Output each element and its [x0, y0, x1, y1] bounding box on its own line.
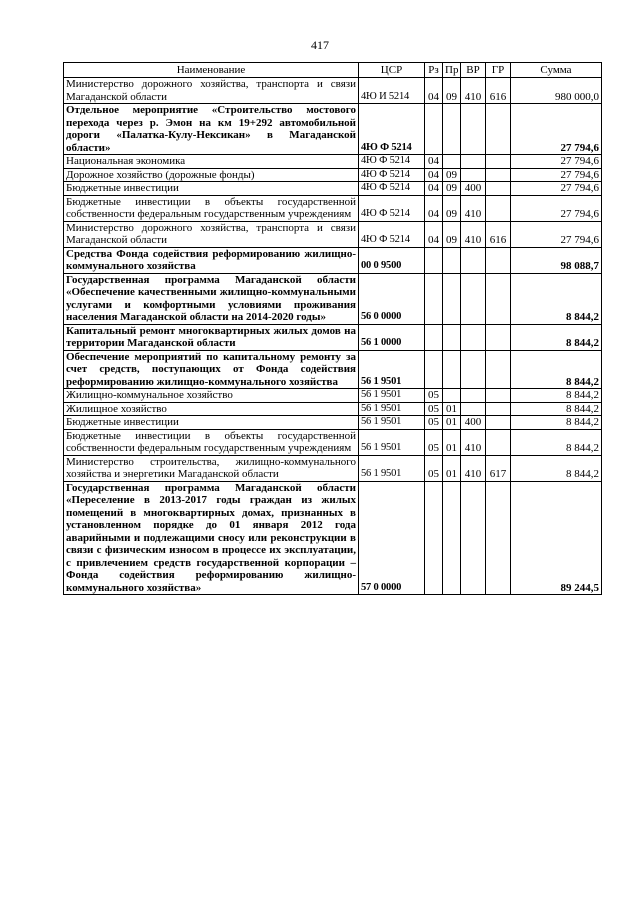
cell-gr [486, 155, 511, 169]
cell-sum: 89 244,5 [511, 481, 602, 595]
cell-gr [486, 350, 511, 389]
cell-csr: 56 1 9501 [359, 455, 425, 481]
cell-rz: 04 [425, 221, 443, 247]
cell-vr: 410 [461, 455, 486, 481]
cell-rz: 05 [425, 429, 443, 455]
cell-csr: 56 1 9501 [359, 416, 425, 430]
table-row [64, 455, 602, 481]
cell-csr: 4Ю Ф 5214 [359, 104, 425, 155]
cell-pr: 09 [443, 195, 461, 221]
cell-pr: 01 [443, 402, 461, 416]
cell-name: Отдельное мероприятие «Строительство мостового перехода через р. Эмон на км 19+292 автомобильной дороги «Палатка-Кулу-Нексикан» в Магаданской области» [64, 104, 359, 155]
cell-sum: 27 794,6 [511, 168, 602, 182]
cell-sum: 27 794,6 [511, 182, 602, 196]
table-row [64, 273, 602, 324]
cell-vr: 410 [461, 221, 486, 247]
cell-csr: 4Ю Ф 5214 [359, 155, 425, 169]
cell-gr [486, 273, 511, 324]
cell-rz: 05 [425, 402, 443, 416]
header-csr: ЦСР [359, 63, 425, 78]
cell-gr [486, 195, 511, 221]
table-row [64, 429, 602, 455]
cell-gr [486, 104, 511, 155]
cell-gr [486, 416, 511, 430]
table-row [64, 155, 602, 169]
cell-csr: 56 1 9501 [359, 402, 425, 416]
cell-vr: 410 [461, 78, 486, 104]
cell-name: Бюджетные инвестиции [64, 416, 359, 430]
table-row [64, 416, 602, 430]
cell-rz: 04 [425, 195, 443, 221]
cell-csr: 56 1 9501 [359, 429, 425, 455]
cell-pr [443, 273, 461, 324]
cell-rz: 05 [425, 389, 443, 403]
cell-sum: 27 794,6 [511, 221, 602, 247]
cell-csr: 57 0 0000 [359, 481, 425, 595]
cell-vr [461, 104, 486, 155]
cell-rz [425, 324, 443, 350]
cell-csr: 56 1 9501 [359, 350, 425, 389]
cell-rz: 04 [425, 78, 443, 104]
cell-name: Бюджетные инвестиции в объекты государственной собственности федеральным государственным учреждениям [64, 429, 359, 455]
cell-csr: 56 1 9501 [359, 389, 425, 403]
table-row [64, 324, 602, 350]
cell-sum: 980 000,0 [511, 78, 602, 104]
cell-rz [425, 481, 443, 595]
cell-pr [443, 324, 461, 350]
cell-sum: 8 844,2 [511, 402, 602, 416]
cell-sum: 27 794,6 [511, 195, 602, 221]
cell-name: Жилищное хозяйство [64, 402, 359, 416]
cell-gr: 616 [486, 78, 511, 104]
cell-rz [425, 104, 443, 155]
cell-csr: 4Ю И 5214 [359, 78, 425, 104]
header-gr: ГР [486, 63, 511, 78]
cell-rz: 05 [425, 455, 443, 481]
cell-name: Жилищно-коммунальное хозяйство [64, 389, 359, 403]
table-row [64, 221, 602, 247]
cell-rz [425, 273, 443, 324]
cell-pr [443, 389, 461, 403]
header-sum: Сумма [511, 63, 602, 78]
cell-gr [486, 429, 511, 455]
cell-sum: 8 844,2 [511, 350, 602, 389]
cell-sum: 8 844,2 [511, 273, 602, 324]
header-rz: Рз [425, 63, 443, 78]
cell-vr [461, 247, 486, 273]
budget-table [63, 62, 602, 595]
table-row [64, 78, 602, 104]
cell-name: Средства Фонда содействия реформированию жилищно-коммунального хозяйства [64, 247, 359, 273]
cell-name: Капитальный ремонт многоквартирных жилых домов на территории Магаданской области [64, 324, 359, 350]
cell-rz [425, 350, 443, 389]
cell-name: Государственная программа Магаданской области «Обеспечение качественными жилищно-коммунальными услугами и комфортными условиями проживания населения Магаданской области на 2014-2020 годы» [64, 273, 359, 324]
cell-sum: 8 844,2 [511, 324, 602, 350]
table-row [64, 104, 602, 155]
cell-vr: 400 [461, 416, 486, 430]
cell-pr: 01 [443, 455, 461, 481]
cell-rz: 04 [425, 155, 443, 169]
cell-csr: 4Ю Ф 5214 [359, 182, 425, 196]
cell-name: Бюджетные инвестиции в объекты государственной собственности федеральным государственным учреждениям [64, 195, 359, 221]
cell-vr [461, 350, 486, 389]
cell-gr [486, 324, 511, 350]
cell-gr [486, 402, 511, 416]
cell-name: Бюджетные инвестиции [64, 182, 359, 196]
cell-vr [461, 155, 486, 169]
cell-vr [461, 324, 486, 350]
cell-name: Обеспечение мероприятий по капитальному ремонту за счет средств, поступающих от Фонда содействия реформированию жилищно-коммунального хозяйства [64, 350, 359, 389]
cell-pr: 09 [443, 78, 461, 104]
header-name: Наименование [64, 63, 359, 78]
cell-vr: 410 [461, 195, 486, 221]
table-row [64, 389, 602, 403]
cell-csr: 4Ю Ф 5214 [359, 221, 425, 247]
header-vr: ВР [461, 63, 486, 78]
cell-sum: 8 844,2 [511, 389, 602, 403]
cell-sum: 8 844,2 [511, 416, 602, 430]
cell-vr [461, 389, 486, 403]
cell-pr [443, 104, 461, 155]
cell-csr: 56 1 0000 [359, 324, 425, 350]
cell-vr [461, 402, 486, 416]
cell-gr [486, 481, 511, 595]
cell-vr [461, 481, 486, 595]
cell-sum: 8 844,2 [511, 429, 602, 455]
cell-pr: 01 [443, 416, 461, 430]
cell-sum: 8 844,2 [511, 455, 602, 481]
cell-pr: 01 [443, 429, 461, 455]
table-row [64, 182, 602, 196]
cell-gr: 617 [486, 455, 511, 481]
cell-name: Национальная экономика [64, 155, 359, 169]
cell-pr: 09 [443, 221, 461, 247]
table-row [64, 247, 602, 273]
cell-name: Министерство дорожного хозяйства, транспорта и связи Магаданской области [64, 78, 359, 104]
table-body [64, 78, 602, 595]
cell-csr: 4Ю Ф 5214 [359, 195, 425, 221]
cell-rz: 05 [425, 416, 443, 430]
cell-csr: 4Ю Ф 5214 [359, 168, 425, 182]
cell-sum: 27 794,6 [511, 155, 602, 169]
cell-rz [425, 247, 443, 273]
cell-vr [461, 273, 486, 324]
cell-pr [443, 155, 461, 169]
table-row [64, 402, 602, 416]
cell-vr [461, 168, 486, 182]
cell-rz: 04 [425, 182, 443, 196]
cell-pr [443, 481, 461, 595]
cell-name: Министерство строительства, жилищно-коммунального хозяйства и энергетики Магаданской области [64, 455, 359, 481]
cell-vr: 400 [461, 182, 486, 196]
cell-sum: 98 088,7 [511, 247, 602, 273]
cell-pr: 09 [443, 168, 461, 182]
cell-gr [486, 182, 511, 196]
header-pr: Пр [443, 63, 461, 78]
cell-csr: 00 0 9500 [359, 247, 425, 273]
cell-pr [443, 247, 461, 273]
cell-sum: 27 794,6 [511, 104, 602, 155]
cell-name: Дорожное хозяйство (дорожные фонды) [64, 168, 359, 182]
cell-pr [443, 350, 461, 389]
cell-name: Государственная программа Магаданской области «Переселение в 2013-2017 годы граждан из жилых помещений в многоквартирных домах, признанных в установленном порядке до 01 января 2012 года аварийными и подлежащими сносу или реконструкции в связи с физическим износом в процессе их эксплуатации, с привлечением средств государственной корпорации – Фонда содействия реформированию жилищно-коммунального хозяйства» [64, 481, 359, 595]
cell-rz: 04 [425, 168, 443, 182]
table-row [64, 350, 602, 389]
table-row [64, 168, 602, 182]
cell-gr: 616 [486, 221, 511, 247]
cell-gr [486, 389, 511, 403]
page-number: 417 [311, 38, 329, 52]
cell-pr: 09 [443, 182, 461, 196]
cell-gr [486, 168, 511, 182]
cell-vr: 410 [461, 429, 486, 455]
cell-name: Министерство дорожного хозяйства, транспорта и связи Магаданской области [64, 221, 359, 247]
cell-csr: 56 0 0000 [359, 273, 425, 324]
table-row [64, 195, 602, 221]
table-header-row [64, 63, 602, 78]
cell-gr [486, 247, 511, 273]
table-row [64, 481, 602, 595]
